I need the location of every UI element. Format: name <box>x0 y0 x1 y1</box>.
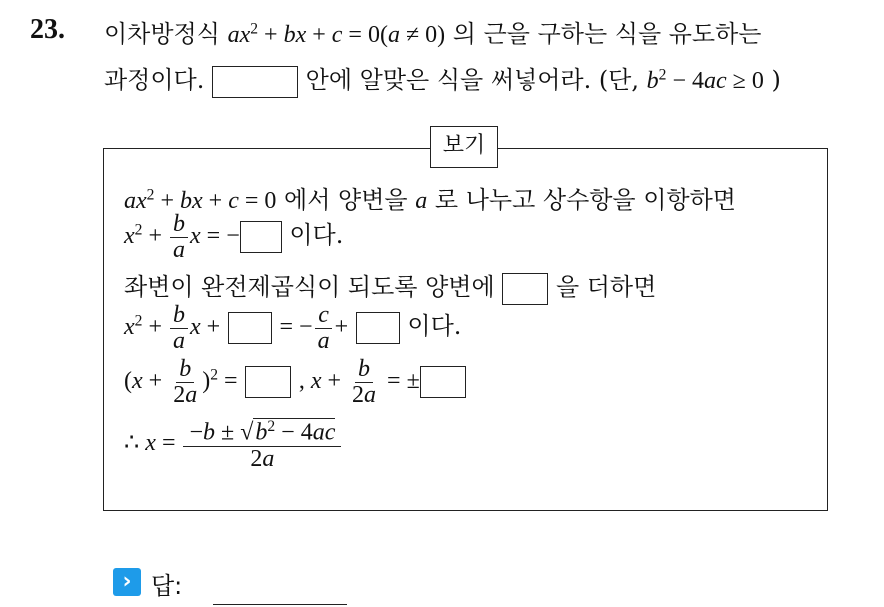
box-line-1 <box>124 180 736 215</box>
problem-line-2-text-a: 과정이다. <box>104 66 205 94</box>
bogi-title: 보기 <box>430 126 498 168</box>
problem-line-2-text-b: 안에 알맞은 식을 써넣어라. (단, <box>305 66 640 94</box>
box-line-5 <box>124 357 466 408</box>
equation-step-2: $x^2$ + $\frac{b}{a}$ x + <box>124 302 221 355</box>
box-line-2 <box>124 212 343 263</box>
answer-line[interactable] <box>213 604 347 605</box>
problem-line-2-close: ) <box>771 66 781 94</box>
blank-4[interactable] <box>356 312 400 344</box>
blank-box-example <box>212 66 298 98</box>
box-line-1-text-a: 에서 양변을 <box>284 186 408 214</box>
equation-step-1: $x^2$ + $\frac{b}{a}$ x = − <box>124 211 240 264</box>
box-line-3-text-a: 좌변이 완전제곱식이 되도록 양변에 <box>124 273 495 301</box>
blank-3[interactable] <box>228 312 272 344</box>
box-line-3-text-b: 을 더하면 <box>555 273 657 301</box>
blank-6[interactable] <box>420 366 466 398</box>
problem-line-1 <box>104 14 762 49</box>
box-line-6 <box>124 418 343 472</box>
blank-5[interactable] <box>245 366 291 398</box>
box-line-4 <box>124 303 461 354</box>
problem-number: 23. <box>30 14 65 45</box>
variable-a: a <box>415 188 428 214</box>
equation-expression: $ax^2$ + bx + c = 0 <box>124 186 277 214</box>
discriminant-condition: $b^2 - 4ac \ge 0$ <box>646 66 764 94</box>
blank-2[interactable] <box>502 273 548 305</box>
problem-line-2 <box>104 60 781 98</box>
quadratic-formula: ∴ x = $\frac{-b \pm √b^2 - 4ac}{2a}$ <box>124 430 343 456</box>
box-line-2-text: 이다. <box>289 221 344 250</box>
equation-step-3: (x + $\frac{b}{2a}$ )$^2$ = <box>124 356 238 409</box>
box-line-1-text-b: 로 나누고 상수항을 이항하면 <box>434 186 736 214</box>
equation-step-2b: = − $\frac{c}{a}$ + <box>279 302 349 355</box>
quadratic-equation: $ax^2$ + bx + c = 0(a ≠ 0) <box>227 20 446 48</box>
chevron-right-icon: › <box>113 568 141 596</box>
box-line-4-text: 이다. <box>407 312 462 341</box>
problem-line-1-text-b: 의 근을 구하는 식을 유도하는 <box>452 20 762 48</box>
blank-1[interactable] <box>240 221 282 253</box>
equation-step-3b: , x + $\frac{b}{2a}$ = ± <box>298 356 420 409</box>
problem-line-1-text-a: 이차방정식 <box>104 20 220 48</box>
box-line-3 <box>124 267 656 305</box>
answer-label: 답: <box>151 572 183 600</box>
